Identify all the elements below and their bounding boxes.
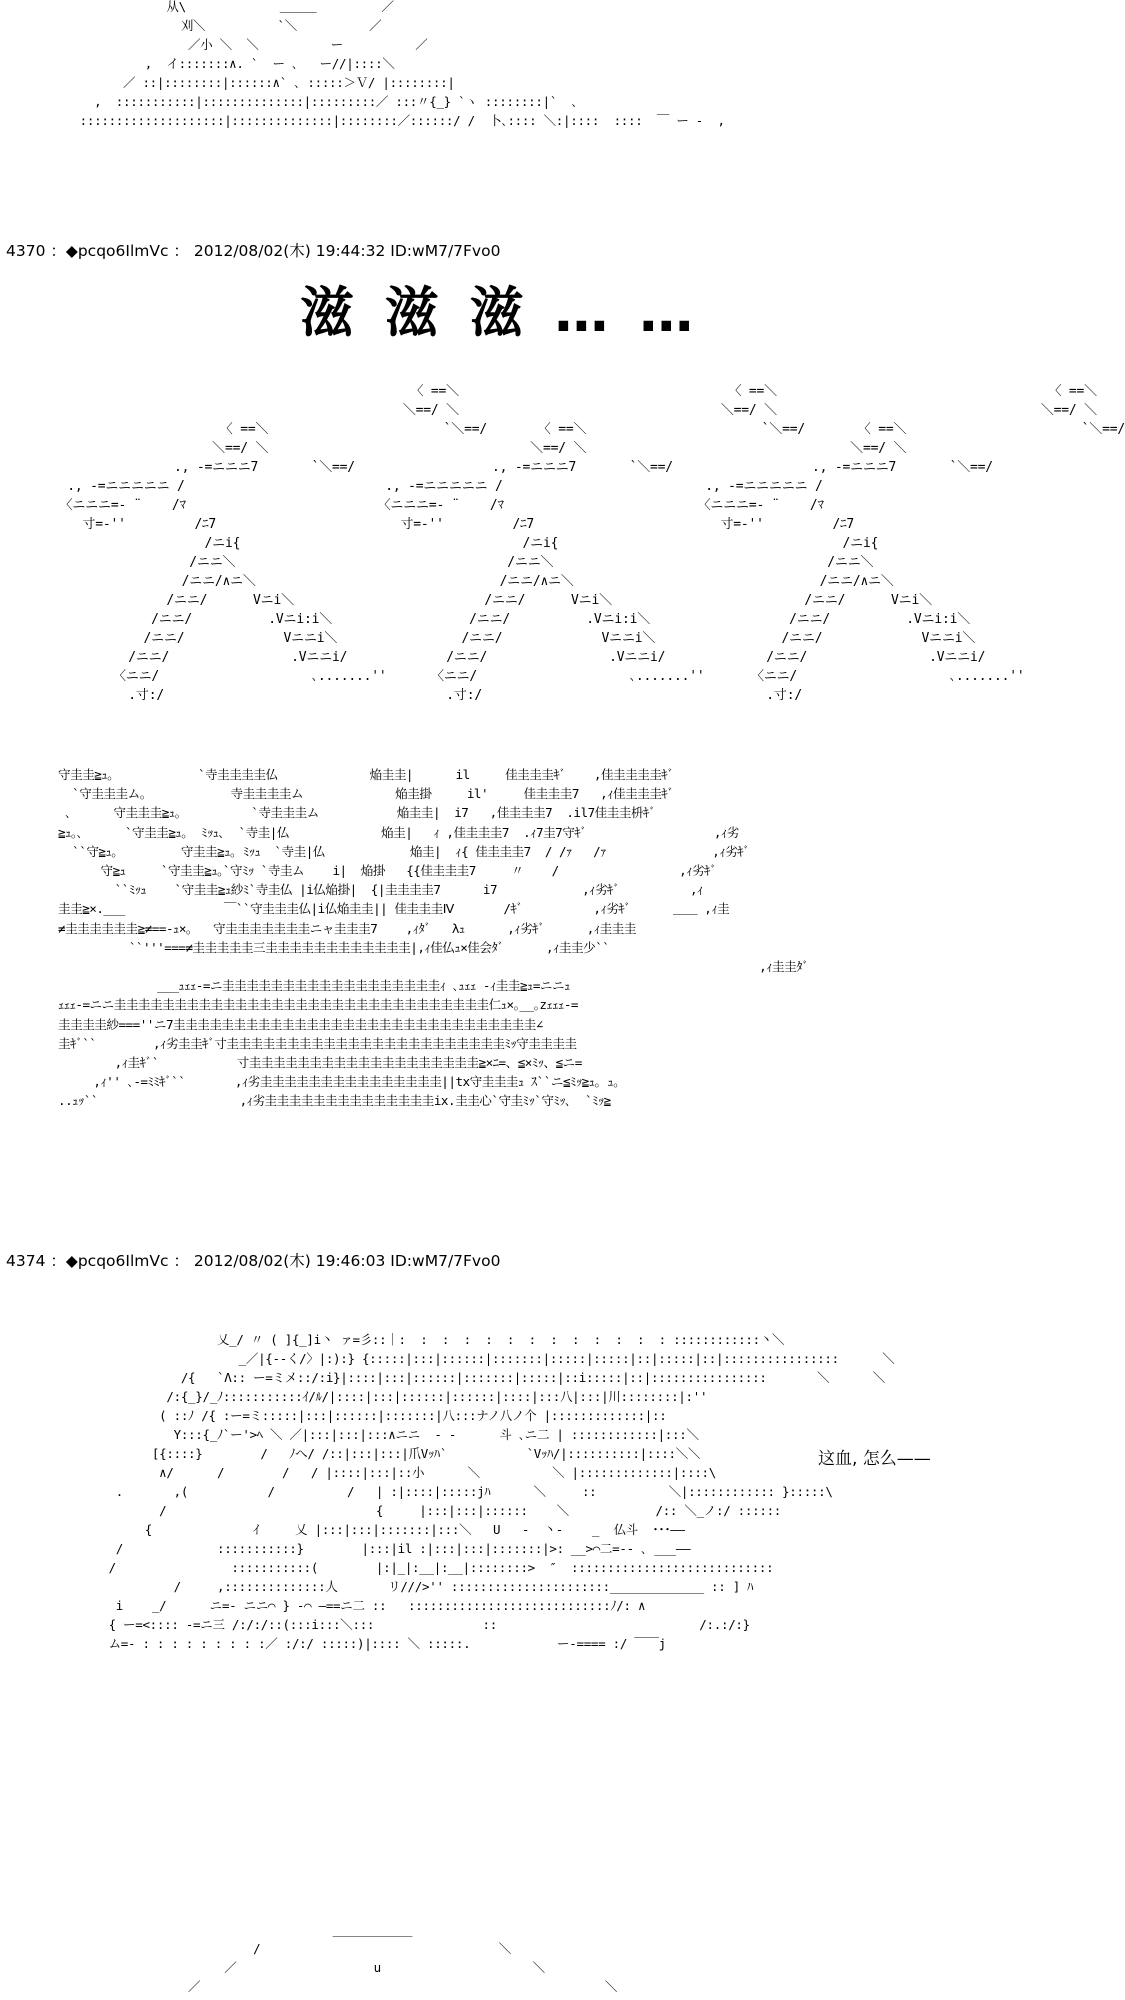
ascii-art-top-fragment: 从\ ＿＿＿ ／ 刈＼ `＼ ／ ／小 ＼ ＼ ー ／ , イ:::::::∧. ` ー ､ ー//|::::＼ ／ ::|::::::::|::::::∧` ､ :::::＞Ｖ/ |::::::::| , :::::::::::|::::::::::::::|:::::::::／ :::〃{_} `ヽ ::::::::|` ､ ::::::::::::::::::::|::::::::::::::|::::::::／::::::/ / 卜､:::: ＼:|:::: :::: ￣ ー - , (79, 0, 725, 128)
ascii-art-zu-3: 〈 ==＼ ＼==/ ＼ 〈 ==＼ `＼==/ ＼==/ ＼ ., -=ニニニ7 `＼==/ ., -=ニニニニニ / 〈ニニニ=- ¨ /ﾏ 寸=-'' /ﾆ7 /ニi{ /ニニ＼ /ニニ/∧ニ＼ /ニニ/ Vニi＼ /ニニ/ .Vニi:i＼ /ニニ/ Vニニi＼ /ニニ/ .Vニニi/ 〈ニニ/ ､.......'' .寸:/ (697, 384, 1125, 703)
post-number: 4370 (6, 242, 46, 260)
post-tripcode: pcqo6IlmVc (77, 1252, 169, 1270)
ascii-art-zu-2: 〈 ==＼ ＼==/ ＼ 〈 ==＼ `＼==/ ＼==/ ＼ ., -=ニニニ7 `＼==/ ., -=ニニニニニ / 〈ニニニ=- ¨ /ﾏ 寸=-'' /ﾆ7 /ニi{ /ニニ＼ /ニニ/∧ニ＼ /ニニ/ Vニi＼ /ニニ/ .Vニi:i＼ /ニニ/ Vニニi＼ /ニニ/ .Vニニi/ 〈ニニ/ ､.......'' .寸:/ (377, 384, 805, 703)
post-separator: ： (173, 242, 189, 260)
post-tripcode: pcqo6IlmVc (77, 242, 169, 260)
ascii-art-bottom-figure: ___________ / ＼ ／ u ＼ ／ ＼ (188, 1922, 618, 1994)
post-id: ID:wM7/7Fvo0 (390, 242, 501, 260)
trip-diamond-icon: ◆ (65, 242, 78, 260)
sound-effect-text: 滋 滋 滋 … … (300, 281, 700, 344)
post-header-4374 (6, 1250, 500, 1272)
speech-line: 这血, 怎么—— (818, 1449, 931, 1469)
post-datetime: 2012/08/02(木) 19:44:32 (193, 242, 386, 260)
ascii-art-zu-1: 〈 ==＼ ＼==/ ＼ 〈 ==＼ `＼==/ ＼==/ ＼ ., -=ニニニ7 `＼==/ ., -=ニニニニニ / 〈ニニニ=- ¨ /ﾏ 寸=-'' /ﾆ7 /ニi{ /ニニ＼ /ニニ/∧ニ＼ /ニニ/ Vニi＼ /ニニ/ .Vニi:i＼ /ニニ/ Vニニi＼ /ニニ/ .Vニニi/ 〈ニニ/ ､.......'' .寸:/ (59, 384, 487, 703)
post-separator: ： (50, 242, 66, 260)
post-separator: ： (173, 1252, 189, 1270)
post-header-4370 (6, 240, 500, 262)
trip-diamond-icon: ◆ (65, 1252, 78, 1270)
ascii-art-fan-rays: 守圭圭≧ｭ｡ `寺圭圭圭圭仏 焔圭圭| il 佳圭圭圭ｷﾞ ,佳圭圭圭圭ｷﾞ `守圭圭圭ム｡ 寺圭圭圭圭ム 焔圭掛 il' 佳圭圭圭7 ,ｨ佳圭圭圭ｷﾞ ､ 守圭圭圭≧ｭ｡ `寺圭圭圭ム 焔圭圭| i7 ,佳圭圭圭7 .il7佳圭圭枡ｷﾞ ≧ｭ｡､ `守圭圭≧ｭ｡ ﾐｯｭ､ `寺圭|仏 焔圭| ｨ ,佳圭圭圭7 .ｨ7圭7守ｷﾞ ,ｨ劣 ``守≧ｭ｡ 守圭圭≧ｭ｡ ﾐｯｭ `寺圭|仏 焔圭| ｨ{ 佳圭圭圭7 / /ｧ /ｧ ,ｨ劣ｷﾞ 守≧ｭ `守圭圭≧ｭ｡`守ﾐｯ `寺圭ム i| 焔掛 {{佳圭圭圭7 〃 / ,ｨ劣ｷﾞ ``ﾐｯｭ `守圭圭≧ｭ紗ﾐ`寺圭仏 |i仏焔掛| {|圭圭圭圭7 i7 ,ｨ劣ｷﾞ ,ｨ 圭圭≧×.___ ￣``守圭圭圭仏|i仏焔圭圭|| 佳圭圭圭Ⅳ /ｷﾞ ,ｨ劣ｷﾞ ＿＿ ,ｨ圭 ≠圭圭圭圭圭圭≧≠==-ｭ×｡ 守圭圭圭圭圭圭圭ニャ圭圭圭7 ,ｨﾀﾞ λｭ ,ｨ劣ｷﾞ ,ｨ圭圭圭 ``'''===≠圭圭圭圭圭三圭圭圭圭圭圭圭圭圭圭圭圭|,ｨ佳仏ｭ×佳会ﾀﾞ ,ｨ圭圭少`` ,ｨ圭圭ﾀﾞ ___ｭｪｪ-=ニ圭圭圭圭圭圭圭圭圭圭圭圭圭圭圭圭圭圭ｨ ､ｭｪｪ -ｨ圭圭≧ｭ=ニニｭ ｪｪｪ-=ニニ圭圭圭圭圭圭圭圭圭圭圭圭圭圭圭圭圭圭圭圭圭圭圭圭圭圭圭圭圭圭圭仁ｭ×｡__｡zｪｪｪ-= 圭圭圭圭紗===''ニ7圭圭圭圭圭圭圭圭圭圭圭圭圭圭圭圭圭圭圭圭圭圭圭圭圭圭圭圭圭圭∠ 圭ｷﾞ`` ,ｨ劣圭圭ｷﾞ寸圭圭圭圭圭圭圭圭圭圭圭圭圭圭圭圭圭圭圭圭圭圭圭ﾐｯ守圭圭圭圭 ,ｨ圭ｷﾞ` 寸圭圭圭圭圭圭圭圭圭圭圭圭圭圭圭圭圭圭圭≧×ﾆ=、≦×ﾐｯ、≦ニ= ,ｨ'' ､-=ﾐﾐｷﾞ`` ,ｨ劣圭圭圭圭圭圭圭圭圭圭圭圭圭圭圭||tx守圭圭圭ｭ ｽ``ニ≦ﾐｯ≧ｭ｡ ｭ｡ ..ｭｯ`` ,ｨ劣圭圭圭圭圭圭圭圭圭圭圭圭圭圭ix.圭圭心`守圭ﾐｯ`守ﾐｯ､ `ﾐｯ≧ (58, 767, 809, 1109)
post-id: ID:wM7/7Fvo0 (390, 1252, 501, 1270)
post-datetime: 2012/08/02(木) 19:46:03 (193, 1252, 386, 1270)
post-separator: ： (50, 1252, 66, 1270)
post-number: 4374 (6, 1252, 46, 1270)
ascii-art-scream-figure: 乂_/ 〃 ( ]{_]i丶 ァ=彡::｜: : : : : : : : : : : : : ::::::::::::丶＼ _／|{--く/〉|:):} {:::::|:::|::::::|:::::::|:::::|:::::|::|:::::|::|:::::::::::::::: ＼ /{ `Λ:: ー=ミメ::/:i}|::::|:::|::::::|:::::::|:::::|::i:::::|::|:::::::::::::::: ＼ ＼ /:{_}/_ﾉ:::::::::::ｲ/ﾙ/|::::|:::|::::::|::::::|::::|:::八|:::|川::::::::|:'' ( ::ﾉ /{ :ー=ミ:::::|:::|::::::|:::::::|八:::ナノ八ノ个 |:::::::::::::|:: Y:::{_ﾉ`ー'>ﾍ ＼ ／|:::|:::|:::∧ニニ - - 斗 ､ニ二 | ::::::::::::|:::＼ [{::::} / ﾉへ/ /::|:::|:::|爪Vｯﾊ` `Vｯﾊ/|::::::::::|::::＼＼ ∧/ / / / |::::|:::|::小 ＼ ＼ |:::::::::::::|::::\ . ,( / / | :|::::|:::::jﾊ ＼ :: ＼|:::::::::::: }:::::\ / { |:::|:::|:::::: ＼ /:: ＼_ノ:/ :::::: { ｲ 乂 |:::|:::|:::::::|:::＼ U - 丶- _ 仏斗 ･･･―― / :::::::::::} |:::|il :|:::|:::|:::::::|>: __>⌒二=-‐ ､ ___―― / :::::::::::( |:|_|:__|:__|::::::::> ″ :::::::::::::::::::::::::::: / ,::::::::::::::人 リ///>'' ::::::::::::::::::::::_____________ :: ] ﾊ i _/ ニ=- ニニ⌒ } -⌒ ―==ニ二 :: ::::::::::::::::::::::::::::ﾉ/: ∧ { ー=<:::: -=ニ三 /:/:/::(:::i:::＼::: :: /:.:/:} ム=- : : : : : : : : :／ :/:/ :::::)|:::: ＼ :::::. ー-==== :/ ￣￣j (108, 1332, 895, 1651)
